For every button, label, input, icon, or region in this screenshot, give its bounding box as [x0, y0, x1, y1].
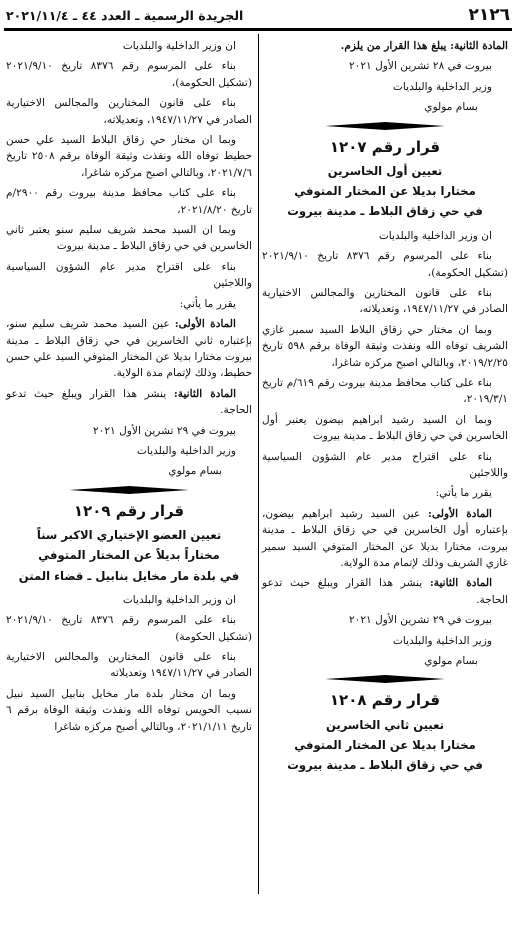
decides-line: يقرر ما يأتي:	[179, 297, 236, 310]
signature-name: بسام مولوي	[168, 465, 222, 478]
page-number: ٢١٢٦	[468, 5, 510, 25]
decree-number: قرار رقم ١٢٠٩	[73, 501, 185, 520]
issue-date: بيروت في ٢٩ تشرين الأول ٢٠٢١	[348, 614, 492, 627]
article-label: المادة الثانية: يبلغ هذا القرار من يلزم.	[340, 40, 508, 52]
paragraph: وبما ان مختار حي زقاق البلاط السيد علي حسن حطيط توفاه الله ونفذت وثيقة الوفاة برقم ٢٥٠٨ تاريخ ٢٠٢١/٧/٦، وبالتالي اصبح مركزه شاغرا،	[6, 134, 252, 179]
article-label: المادة الثانية:	[429, 577, 493, 590]
decree-title	[262, 715, 508, 776]
paragraph: بناء على اقتراح مدير عام الشؤون السياسية واللاجئين	[262, 450, 508, 479]
paragraph: بناء على قانون المختارين والمجالس الاختيارية الصادر في ١٩٤٧/١١/٢٧، وتعديلاته،	[6, 97, 252, 126]
journal-title: الجريدة الرسمية ـ العدد ٤٤ ـ ٢٠٢١/١١/٤	[6, 7, 244, 23]
article-2	[262, 575, 508, 608]
paragraph: بناء على اقتراح مدير عام الشؤون السياسية واللاجئين	[6, 260, 252, 290]
article-label: المادة الأولى:	[174, 318, 236, 331]
decree-title-line: تعيين ثاني الخاسرين	[325, 717, 445, 732]
article-1	[6, 316, 252, 382]
article-label: المادة الثانية:	[173, 387, 237, 400]
paragraph: بناء على قانون المختارين والمجالس الاختيارية الصادر في ١٩٤٧/١١/٢٧ وتعديلاته	[6, 651, 252, 680]
decree-title	[262, 161, 508, 222]
minister-title: وزير الداخلية والبلديات	[392, 634, 492, 647]
minister-title: وزير الداخلية والبلديات	[136, 444, 236, 457]
paragraph: وبما ان مختار حي زقاق البلاط السيد سمير غازي الشريف توفاه الله ونفذت وثيقة الوفاة برقم ٥٩٨ تاريخ ٢٠١٩/٢/٢٥، وبالتالي اصبح مركزه شاغرا،	[262, 323, 508, 369]
signature-name: بسام مولوي	[424, 101, 478, 114]
paragraph: وبما ان مختار بلدة مار مخايل بنابيل السيد نبيل نسيب الحويس توفاه الله ونفذت وثيقة الوفاة برقم ٦ تاريخ ٢٠٢١/١/١١، وبالتالي أصبح مركزه شاغرا	[6, 687, 252, 733]
paragraph: بناء على المرسوم رقم ٨٣٧٦ تاريخ ٢٠٢١/٩/١٠ (تشكيل الحكومة)،	[6, 60, 252, 89]
header-rule	[4, 28, 512, 31]
section-separator	[262, 122, 508, 130]
decree-title-line: في بلدة مار مخايل بنابيل ـ قضاء المتن	[18, 568, 240, 583]
decree-title-line: مختارا بديلا عن المختار المتوفي	[294, 184, 476, 199]
decree-number: قرار رقم ١٢٠٨	[329, 691, 441, 710]
decree-title-line: مختاراً بديلاً عن المختار المتوفي	[38, 548, 220, 563]
paragraph: بناء على المرسوم رقم ٨٣٧٦ تاريخ ٢٠٢١/٩/١٠ (تشكيل الحكومة)	[6, 614, 252, 643]
article-text: ينشر هذا القرار ويبلغ حيث تدعو الحاجة.	[6, 387, 252, 417]
paragraph: ان وزير الداخلية والبلديات	[378, 229, 492, 242]
decree-title-line: في حي زقاق البلاط ـ مدينة بيروت	[287, 204, 483, 219]
article-text: عين السيد رشيد ابراهيم بيضون، بإعتباره أول الخاسرين في حي زقاق البلاط ـ مدينة بيروت، مختارا بديلا عن المختار المتوفي السيد سمير غازي الشريف وذلك لإتمام مدة الولاية.	[262, 507, 508, 570]
article-text: عين السيد محمد شريف سليم سنو، بإعتباره ثاني الخاسرين في حي زقاق البلاط ـ مدينة بيروت مختارا بديلا عن المختار المتوفي السيد علي حسن حطيط، وذلك لإتمام مدة الولاية.	[6, 318, 252, 380]
right-column	[262, 38, 508, 782]
article-text	[262, 38, 508, 54]
decree-number: قرار رقم ١٢٠٧	[329, 137, 441, 156]
paragraph: بناء على كتاب محافظ مدينة بيروت رقم ٦١٩/م تاريخ ٢٠١٩/٣/١،	[262, 376, 508, 406]
column-divider	[258, 34, 259, 894]
decree-title-line: تعيين العضو الإختياري الاكبر سناً	[36, 528, 222, 542]
issue-date: بيروت في ٢٩ تشرين الأول ٢٠٢١	[92, 424, 236, 437]
article-text: ينشر هذا القرار ويبلغ حيث تدعو الحاجة.	[262, 577, 508, 606]
decree-title	[6, 525, 252, 586]
paragraph: ان وزير الداخلية والبلديات	[122, 593, 236, 606]
paragraph: بناء على قانون المختارين والمجالس الاختيارية الصادر في ١٩٤٧/١١/٢٧، وتعديلاته،	[262, 286, 508, 316]
paragraph: بناء على المرسوم رقم ٨٣٧٦ تاريخ ٢٠٢١/٩/١٠ (تشكيل الحكومة)،	[262, 250, 508, 279]
article-2	[6, 386, 252, 419]
decree-title-line: في حي زقاق البلاط ـ مدينة بيروت	[287, 758, 483, 773]
article-1	[262, 506, 508, 572]
article-label: المادة الأولى:	[428, 507, 492, 520]
paragraph: وبما ان السيد رشيد ابراهيم بيضون يعتبر أول الخاسرين في حي زقاق البلاط ـ مدينة بيروت	[262, 413, 508, 443]
paragraph: وبما ان السيد محمد شريف سليم سنو يعتبر ثاني الخاسرين في حي زقاق البلاط ـ مدينة بيروت	[6, 224, 252, 253]
left-column	[6, 38, 252, 739]
section-separator	[262, 675, 508, 683]
decree-title-line: تعيين أول الخاسرين	[327, 163, 443, 178]
minister-title: وزير الداخلية والبلديات	[392, 80, 492, 93]
signature-name: بسام مولوي	[424, 655, 478, 668]
decides-line: يقرر ما يأتي:	[435, 487, 492, 500]
paragraph: ان وزير الداخلية والبلديات	[122, 40, 236, 52]
paragraph: بناء على كتاب محافظ مدينة بيروت رقم ٢٩٠٠/م تاريخ ٢٠٢١/٨/٢٠،	[6, 187, 252, 216]
page-header	[6, 4, 510, 26]
section-separator	[6, 486, 252, 494]
decree-title-line: مختارا بديلا عن المختار المتوفي	[294, 738, 476, 752]
issue-date: بيروت في ٢٨ تشرين الأول ٢٠٢١	[348, 60, 492, 73]
